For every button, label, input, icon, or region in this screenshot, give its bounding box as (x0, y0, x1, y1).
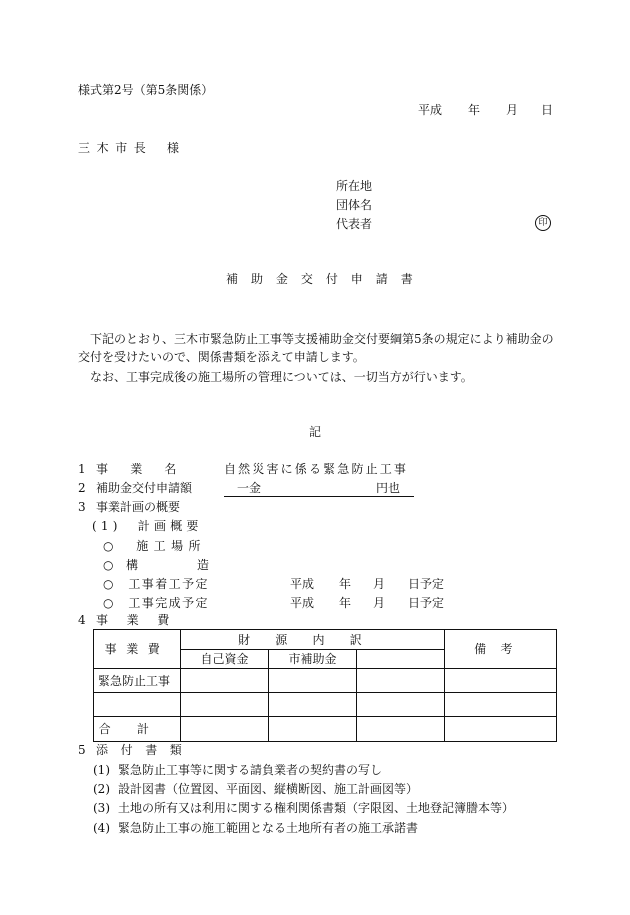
item3-label: 事業計画の概要 (96, 500, 181, 514)
table-cell[interactable] (445, 717, 557, 742)
amount-underline (224, 496, 414, 497)
amount-prefix: 一金 (237, 481, 262, 495)
plan-start-era: 平成 (290, 577, 315, 591)
row-total-label: 合計 (94, 717, 181, 742)
form-number: 様式第2号（第5条関係） (78, 83, 214, 97)
item1-number: 1 (78, 462, 86, 476)
attachment-number: (3) (93, 801, 110, 815)
table-cell[interactable] (269, 717, 357, 742)
plan-location: ○ 施工場所 (103, 539, 206, 553)
plan-start-day: 日予定 (408, 577, 445, 591)
header-own-funds: 自己資金 (181, 650, 269, 669)
table-cell[interactable] (357, 717, 445, 742)
item5-label: 添付書類 (96, 743, 195, 757)
addressee-name: 三木市長 (78, 141, 153, 155)
plan-start-month: 月 (373, 577, 386, 591)
amount-suffix: 円也 (376, 481, 401, 495)
body-paragraph-2: なお、工事完成後の施工場所の管理については、一切当方が行います。 (90, 370, 473, 384)
table-cell[interactable] (357, 669, 445, 693)
date-era: 平成 (418, 103, 443, 117)
header-remarks: 備考 (445, 630, 557, 669)
attachment-text: 緊急防止工事の施工範囲となる土地所有者の施工承諾書 (118, 821, 419, 835)
item2-number: 2 (78, 481, 86, 495)
item3-number: 3 (78, 500, 86, 514)
plan-end-era: 平成 (290, 596, 315, 610)
item4-label: 事業費 (96, 613, 188, 627)
item1-value: 自然災害に係る緊急防止工事 (224, 462, 409, 476)
plan-structure-bullet: ○ (103, 558, 114, 572)
header-city-subsidy: 市補助金 (269, 650, 357, 669)
body-paragraph-1: 下記のとおり、三木市緊急防止工事等支援補助金交付要綱第5条の規定により補助金の交付を受けたいので、関係書類を添えて申請します。 (78, 332, 554, 364)
date-month: 月 (506, 103, 519, 117)
attachment-text: 設計図書（位置図、平面図、縦横断図、施工計画図等） (118, 782, 419, 796)
table-cell[interactable] (181, 717, 269, 742)
table-cell[interactable] (181, 693, 269, 717)
plan-end-year: 年 (339, 596, 352, 610)
table-cell[interactable] (357, 693, 445, 717)
item4-number: 4 (78, 613, 86, 627)
plan-structure-b: 造 (197, 558, 210, 572)
table-cell[interactable] (269, 669, 357, 693)
table-cell[interactable] (445, 693, 557, 717)
plan-start: ○ 工事着工予定 (103, 577, 209, 591)
date-year: 年 (468, 103, 481, 117)
plan-sub-label: (1) 計画概要 (92, 519, 203, 533)
header-blank (357, 650, 445, 669)
date-day: 日 (541, 103, 554, 117)
ki-heading: 記 (309, 425, 322, 439)
attachment-text: 土地の所有又は利用に関する権利関係書類（字限図、土地登記簿謄本等） (118, 801, 515, 815)
address-label: 所在地 (336, 179, 373, 193)
addressee-honorific: 様 (167, 141, 180, 155)
plan-end-month: 月 (373, 596, 386, 610)
representative-label: 代表者 (336, 217, 373, 231)
attachment-text: 緊急防止工事等に関する請負業者の契約書の写し (118, 763, 383, 777)
plan-end-day: 日予定 (408, 596, 445, 610)
attachment-number: (4) (93, 821, 110, 835)
item2-label: 補助金交付申請額 (96, 481, 193, 495)
document-title: 補助金交付申請書 (226, 272, 426, 286)
table-cell[interactable] (181, 669, 269, 693)
seal-mark: 印 (535, 215, 551, 231)
plan-end: ○ 工事完成予定 (103, 596, 209, 610)
item1-label: 事業名 (96, 462, 199, 476)
row-emergency-work-label: 緊急防止工事 (94, 669, 181, 693)
table-cell[interactable] (94, 693, 181, 717)
attachment-number: (1) (93, 763, 110, 777)
plan-structure-a: 構 (126, 558, 139, 572)
plan-start-year: 年 (339, 577, 352, 591)
header-funding-breakdown: 財源内訳 (181, 630, 445, 650)
expense-table (93, 629, 557, 742)
table-cell[interactable] (445, 669, 557, 693)
table-cell[interactable] (269, 693, 357, 717)
header-business-cost: 事業費 (94, 630, 181, 669)
attachment-number: (2) (93, 782, 110, 796)
organization-label: 団体名 (336, 198, 373, 212)
item5-number: 5 (78, 743, 86, 757)
